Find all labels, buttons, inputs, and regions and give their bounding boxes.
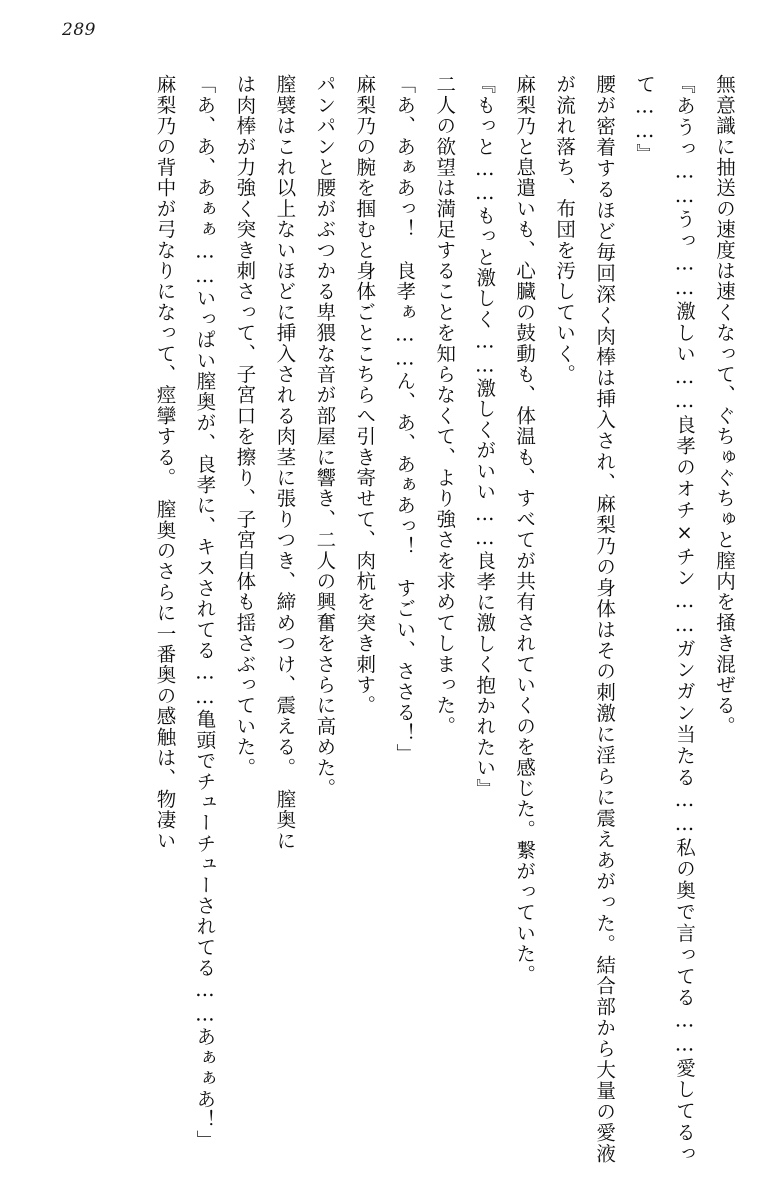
paragraph: パンパンと腰がぶつかる卑猥な音が部屋に響き、二人の興奮をさらに高めた。	[313, 74, 337, 799]
paragraph: 『あうっ……うっ……激しい……良孝のオチ×チン……ガンガン当たる……私の奥で言ってる……愛してるって……』	[633, 74, 697, 1164]
paragraph: 『もっと……もっと激しく……激しくがいい……良孝に激しく抱かれたい』	[473, 74, 497, 799]
paragraph: 麻梨乃と息遣いも、心臓の鼓動も、体温も、すべてが共有されていくのを感じた。繋がっていた。	[513, 74, 537, 985]
page-number: 289	[62, 20, 96, 40]
paragraph: 二人の欲望は満足することを知らなくて、より強さを求めてしまった。	[433, 74, 457, 737]
paragraph: 無意識に抽送の速度は速くなって、ぐちゅぐちゅと膣内を掻き混ぜる。	[713, 74, 736, 737]
body-text-block	[28, 74, 744, 1164]
paragraph: 麻梨乃の背中が弓なりになって、痙攣する。 膣奥のさらに一番奥の感触は、物凄い	[153, 74, 177, 851]
paragraph: 膣襞はこれ以上ないほどに挿入される肉茎に張りつき、締めつけ、震える。 膣奥に	[273, 74, 297, 851]
paragraph: 「あ、あぁあっ！ 良孝ぁ……ん、あ、あぁあっ！ すごい、ささる！」	[393, 74, 417, 765]
paragraph: は肉棒が力強く突き刺さって、子宮口を擦り、子宮自体も揺さぶっていた。	[233, 74, 257, 778]
paragraph: 腰が密着するほど毎回深く肉棒は挿入され、麻梨乃の身体はその刺激に淫らに震えあがった。結合部から大量の愛液が流れ落ち、布団を汚していく。	[553, 74, 617, 1164]
paragraph: 麻梨乃の腕を掴むと身体ごとこちらへ引き寄せて、肉杭を突き刺す。	[353, 74, 377, 716]
paragraph: 「あ、あ、あぁぁ……いっぱい膣奥が、良孝に、キスされてる……亀頭でチューチューされてる……あぁぁあ！」	[193, 74, 217, 1151]
